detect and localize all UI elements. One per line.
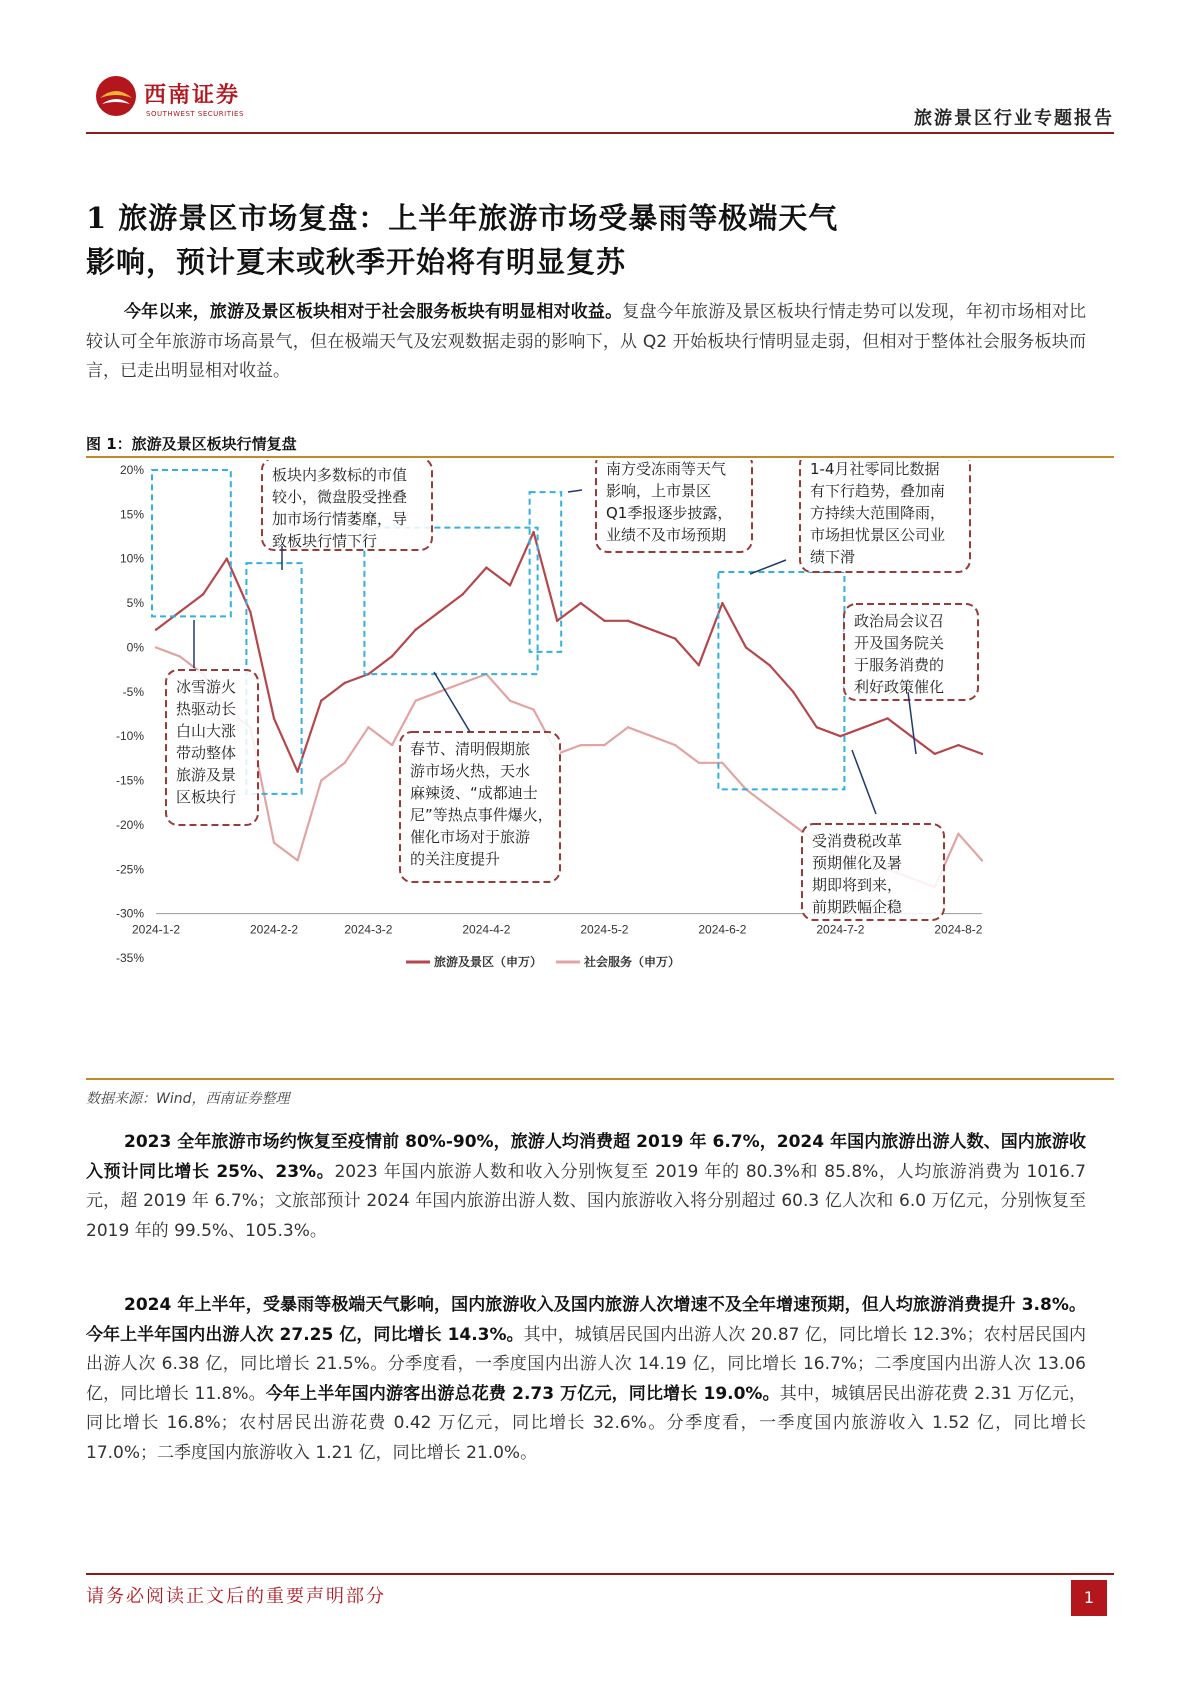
annotation-text: 的关注度提升 bbox=[410, 850, 501, 868]
y-tick-label: 0% bbox=[126, 640, 144, 655]
x-tick-label: 2024-2-2 bbox=[249, 922, 299, 937]
annotation-text: 影响，上市景区 bbox=[606, 482, 712, 500]
section-title bbox=[86, 196, 1096, 284]
x-tick-label: 2024-3-2 bbox=[344, 922, 393, 937]
x-tick-label: 2024-6-2 bbox=[698, 922, 747, 937]
social-services-point bbox=[414, 699, 416, 701]
para3-mid: 其中，城镇居民国内出游人次 20.87 亿，同比增长 12.3%；农村居民国内出游人次 6.38 亿，同比增长 21.5%。分季度看，一季度国内出游人次 14.19 亿，同比增长 16.7%；二季度国内出游人次 13.06 亿，同比增长 11.8%。 bbox=[86, 1324, 1086, 1404]
tourism-point bbox=[367, 673, 369, 675]
annotation-arrow bbox=[908, 692, 916, 754]
tourism-point bbox=[438, 611, 440, 613]
annotation-text: 尼”等热点事件爆火， bbox=[410, 806, 553, 824]
social-services-point bbox=[155, 646, 157, 648]
paragraph-2023-recovery bbox=[86, 1128, 1086, 1246]
annotation-text: 预期催化及暑 bbox=[812, 854, 903, 872]
tourism-point bbox=[816, 726, 818, 728]
annotation-text: 政治局会议召 bbox=[854, 612, 945, 630]
annotation-text: 旅游及景 bbox=[176, 766, 237, 784]
tourism-point bbox=[957, 744, 959, 746]
section-title-line-2: 影响，预计夏末或秋季开始将有明显复苏 bbox=[86, 245, 627, 279]
annotation-text: 热驱动长 bbox=[176, 700, 237, 718]
annotation-text: 催化市场对于旅游 bbox=[410, 828, 531, 846]
annotation-text: 方持续大范围降雨， bbox=[810, 504, 946, 522]
annotation-text: 春节、清明假期旅 bbox=[410, 740, 531, 758]
tourism-point bbox=[344, 682, 346, 684]
paragraph-2024-h1 bbox=[86, 1291, 1086, 1468]
tourism-point bbox=[745, 646, 747, 648]
annotation-text: 于服务消费的 bbox=[854, 656, 945, 674]
social-services-point bbox=[532, 708, 534, 710]
social-services-point bbox=[178, 655, 180, 657]
annotation-text: 绩下滑 bbox=[810, 548, 856, 566]
tourism-point bbox=[414, 629, 416, 631]
tourism-point bbox=[556, 620, 558, 622]
company-name: 西南证券 bbox=[144, 82, 241, 108]
tourism-point bbox=[485, 566, 487, 568]
tourism-point bbox=[768, 664, 770, 666]
header-divider bbox=[86, 132, 1114, 134]
annotation-text: 加市场行情萎靡，导 bbox=[272, 510, 408, 528]
market-review-chart bbox=[86, 460, 1114, 1080]
tourism-point bbox=[863, 726, 865, 728]
figure-source: 数据来源：Wind，西南证券整理 bbox=[86, 1091, 290, 1107]
tourism-point bbox=[698, 664, 700, 666]
annotation-text: 冰雪游火 bbox=[176, 678, 237, 696]
y-tick-label: -30% bbox=[115, 906, 144, 921]
tourism-point bbox=[934, 753, 936, 755]
y-tick-label: 5% bbox=[126, 596, 144, 611]
tourism-point bbox=[650, 629, 652, 631]
intro-paragraph bbox=[86, 298, 1086, 387]
annotation-text: 麻辣烫、“成都迪士 bbox=[410, 784, 538, 802]
figure-title: 图 1：旅游及景区板块行情复盘 bbox=[86, 435, 297, 453]
tourism-point bbox=[910, 735, 912, 737]
social-services-point bbox=[650, 735, 652, 737]
tourism-point bbox=[509, 584, 511, 586]
tourism-point bbox=[627, 620, 629, 622]
annotation-text: 业绩不及市场预期 bbox=[606, 526, 727, 544]
annotation-text: 市场担忧景区公司业 bbox=[810, 526, 946, 544]
y-tick-label: 15% bbox=[119, 507, 144, 522]
annotation-text: 1-4月社零同比数据 bbox=[810, 460, 940, 478]
annotation-arrow bbox=[434, 672, 470, 732]
annotation-arrow bbox=[852, 750, 876, 814]
annotation-text: 受消费税改革 bbox=[812, 832, 903, 850]
social-services-point bbox=[320, 779, 322, 781]
y-tick-label: 10% bbox=[119, 551, 144, 566]
y-tick-label: -20% bbox=[115, 817, 144, 832]
para3-lead: 2024 年上半年，受暴雨等极端天气影响，国内旅游收入及国内旅游人次增速不及全年增速预期，但人均旅游消费提升 3.8%。今年上半年国内出游人次 27.25 亿，同比增长 14.3%。 bbox=[86, 1295, 1086, 1345]
para3-bold2: 今年上半年国内游客出游总花费 2.73 万亿元，同比增长 19.0%。 bbox=[265, 1383, 780, 1404]
tourism-point bbox=[462, 593, 464, 595]
tourism-point bbox=[249, 611, 251, 613]
tourism-point bbox=[603, 620, 605, 622]
tourism-point bbox=[226, 558, 228, 560]
social-services-point bbox=[698, 762, 700, 764]
annotation-text: 白山大涨 bbox=[176, 722, 237, 740]
social-services-point bbox=[391, 744, 393, 746]
annotation-text: 板块内多数标的市值 bbox=[272, 466, 408, 484]
x-tick-label: 2024-5-2 bbox=[580, 922, 629, 937]
social-services-point bbox=[296, 859, 298, 861]
tourism-point bbox=[981, 753, 983, 755]
social-services-point bbox=[509, 699, 511, 701]
social-services-point bbox=[580, 744, 582, 746]
y-tick-label: -15% bbox=[115, 773, 144, 788]
annotation-text: Q1季报逐步披露， bbox=[606, 504, 733, 522]
intro-lead: 今年以来，旅游及景区板块相对于社会服务板块有明显相对收益。 bbox=[124, 302, 623, 322]
tourism-point bbox=[273, 717, 275, 719]
highlight-box bbox=[152, 470, 231, 616]
page-header bbox=[86, 68, 1114, 138]
company-logo-icon bbox=[94, 74, 138, 118]
y-tick-label: -10% bbox=[115, 729, 144, 744]
legend-label: 旅游及景区（申万） bbox=[434, 955, 543, 969]
annotation-text: 前期跌幅企稳 bbox=[812, 898, 903, 916]
annotation-text: 游市场火热，天水 bbox=[410, 762, 531, 780]
tourism-point bbox=[155, 629, 157, 631]
social-services-point bbox=[367, 726, 369, 728]
footer-disclaimer: 请务必阅读正文后的重要声明部分 bbox=[86, 1586, 386, 1607]
annotation-text: 带动整体 bbox=[176, 744, 237, 762]
y-tick-label: -35% bbox=[115, 951, 144, 965]
report-title: 旅游景区行业专题报告 bbox=[914, 108, 1114, 129]
tourism-point bbox=[721, 602, 723, 604]
footer-divider bbox=[86, 1573, 1114, 1575]
section-title-line-1: 1 旅游景区市场复盘：上半年旅游市场受暴雨等极端天气 bbox=[86, 201, 839, 235]
tourism-point bbox=[839, 735, 841, 737]
social-services-point bbox=[792, 824, 794, 826]
tourism-point bbox=[320, 699, 322, 701]
social-services-point bbox=[957, 833, 959, 835]
annotation-text: 期即将到来， bbox=[812, 876, 903, 894]
social-services-point bbox=[981, 859, 983, 861]
annotation-text: 致板块行情下行 bbox=[272, 532, 378, 550]
para2-text: 2023 年国内旅游人数和收入分别恢复至 2019 年的 80.3%和 85.8%，人均旅游消费为 1016.7 元，超 2019 年 6.7%；文旅部预计 2024 年国内旅游出游人数、国内旅游收入将分别超过 60.3 亿人次和 6.0 万亿元，分别恢复至 2019 年的 99.5%、105.3%。 bbox=[86, 1161, 1086, 1241]
tourism-point bbox=[391, 655, 393, 657]
annotation-text: 区板块行 bbox=[176, 788, 237, 806]
tourism-point bbox=[296, 770, 298, 772]
social-services-point bbox=[462, 682, 464, 684]
x-tick-label: 2024-4-2 bbox=[462, 922, 511, 937]
figure-top-rule bbox=[86, 456, 1114, 458]
social-services-point bbox=[273, 841, 275, 843]
social-services-point bbox=[627, 726, 629, 728]
tourism-point bbox=[792, 691, 794, 693]
social-services-point bbox=[674, 744, 676, 746]
annotation-arrow bbox=[568, 490, 582, 492]
page-number: 1 bbox=[1071, 1580, 1107, 1616]
tourism-point bbox=[532, 531, 534, 533]
annotation-text: 开及国务院关 bbox=[854, 634, 945, 652]
x-tick-label: 2024-1-2 bbox=[131, 922, 181, 937]
social-services-point bbox=[721, 762, 723, 764]
tourism-point bbox=[886, 717, 888, 719]
intro-text: 复盘今年旅游及景区板块行情走势可以发现，年初市场相对比较认可全年旅游市场高景气，但在极端天气及宏观数据走弱的影响下，从 Q2 开始板块行情明显走弱，但相对于整体社会服务板块而言，已走出明显相对收益。 bbox=[86, 302, 1087, 381]
tourism-point bbox=[580, 602, 582, 604]
social-services-point bbox=[768, 806, 770, 808]
highlight-box bbox=[718, 572, 844, 789]
social-services-point bbox=[603, 744, 605, 746]
annotation-text: 有下行趋势，叠加南 bbox=[810, 482, 946, 500]
figure-bottom-rule bbox=[86, 1078, 1114, 1080]
annotation-text: 南方受冻雨等天气 bbox=[606, 460, 727, 478]
y-tick-label: -5% bbox=[122, 684, 144, 699]
y-tick-label: 20% bbox=[119, 463, 144, 477]
para3-tail: 其中，城镇居民出游花费 2.31 万亿元，同比增长 16.8%；农村居民出游花费 0.42 万亿元，同比增长 32.6%。分季度看，一季度国内旅游收入 1.52 亿，同比增长 17.0%；二季度国内旅游收入 1.21 亿，同比增长 21.0%。 bbox=[86, 1383, 1086, 1463]
y-tick-label: -25% bbox=[115, 862, 144, 877]
annotation-text: 较小，微盘股受挫叠 bbox=[272, 488, 408, 506]
company-name-en: SOUTHWEST SECURITIES bbox=[146, 110, 244, 118]
tourism-point bbox=[674, 637, 676, 639]
social-services-point bbox=[344, 762, 346, 764]
annotation-text: 利好政策催化 bbox=[854, 678, 945, 696]
tourism-point bbox=[178, 611, 180, 613]
para2-lead: 2023 全年旅游市场约恢复至疫情前 80%-90%，旅游人均消费超 2019 年 6.7%，2024 年国内旅游出游人数、国内旅游收入预计同比增长 25%、23%。 bbox=[86, 1132, 1086, 1182]
legend-label: 社会服务（申万） bbox=[584, 955, 681, 969]
tourism-point bbox=[202, 593, 204, 595]
social-services-point bbox=[438, 691, 440, 693]
highlight-box bbox=[530, 492, 562, 652]
x-tick-label: 2024-8-2 bbox=[934, 922, 983, 937]
x-tick-label: 2024-7-2 bbox=[816, 922, 865, 937]
